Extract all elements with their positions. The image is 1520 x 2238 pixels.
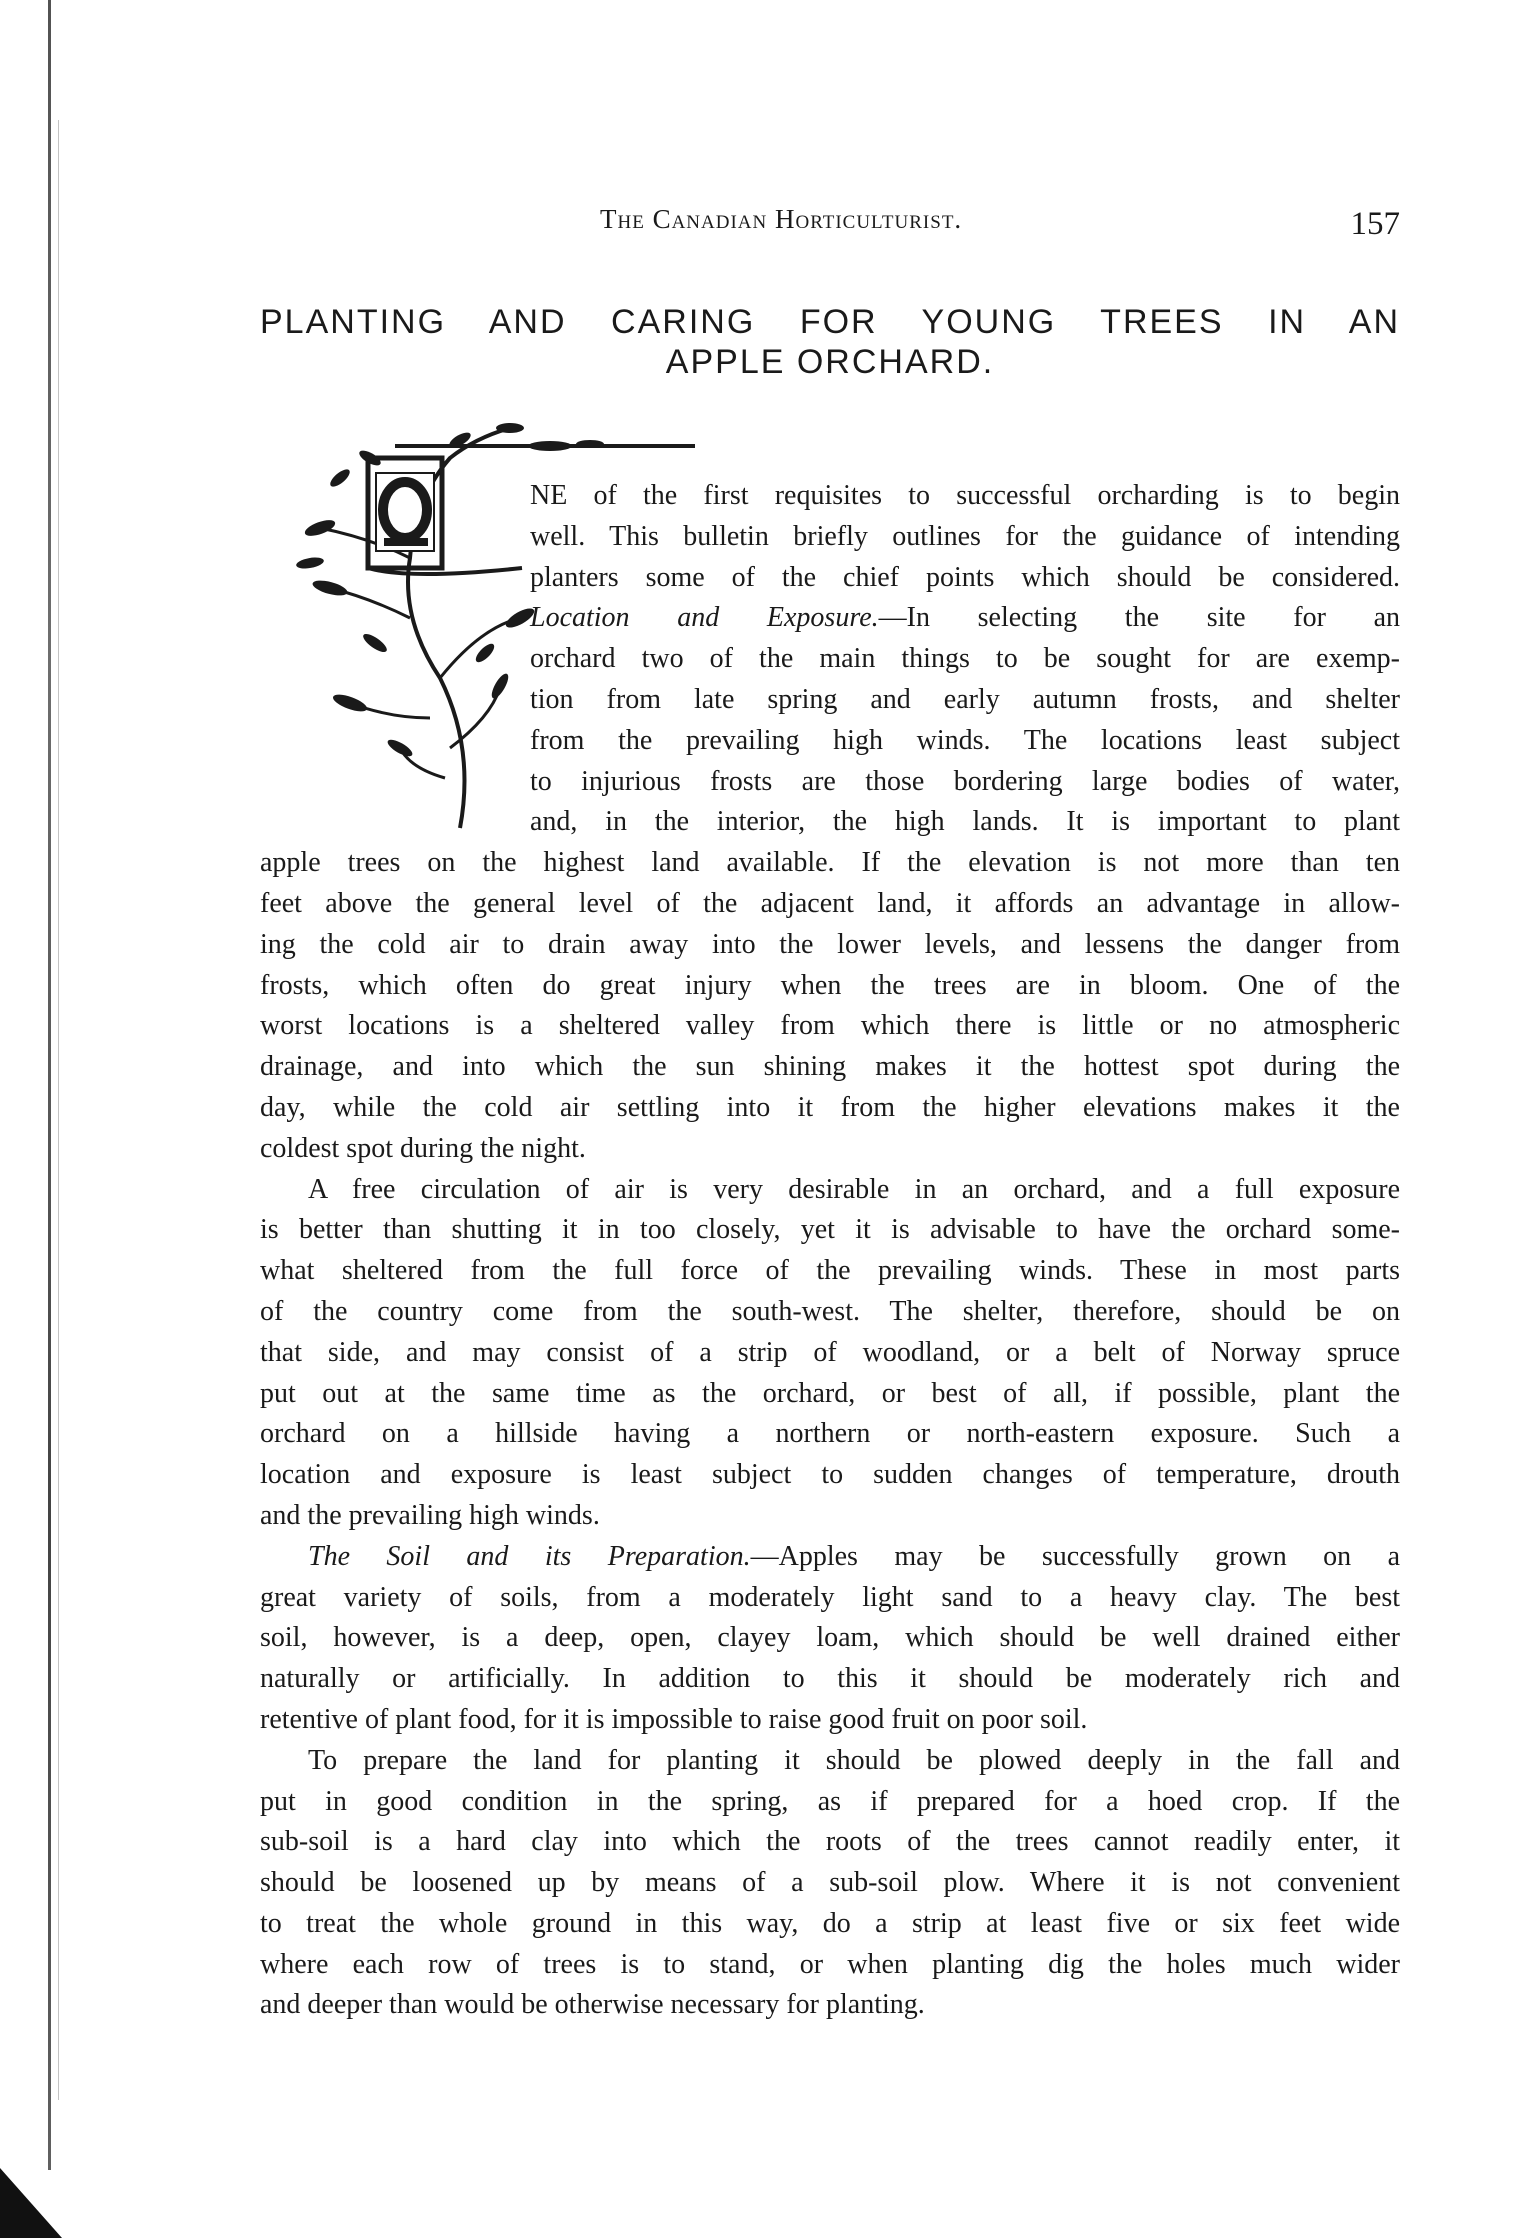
paragraph-3: [260, 1170, 1400, 1537]
body-line: ing the cold air to drain away into the lower levels, and lessens the danger from: [260, 928, 1400, 960]
body-line: [260, 1537, 1400, 1578]
paragraph-4: [260, 1537, 1400, 1741]
body-line: to injurious frosts are those bordering large bodies of water,: [530, 765, 1400, 797]
body-line: retentive of plant food, for it is impossible to raise good fruit on poor soil.: [260, 1703, 1088, 1735]
body-line: drainage, and into which the sun shining makes it the hottest spot during the: [260, 1051, 1400, 1083]
body-line: great variety of soils, from a moderately light sand to a heavy clay. The best: [260, 1581, 1400, 1613]
body-line: location and exposure is least subject to sudden changes of temperature, drouth: [260, 1459, 1400, 1491]
body-line: orchard two of the main things to be sought for are exemp-: [530, 643, 1400, 675]
body-line: feet above the general level of the adjacent land, it affords an advantage in allow-: [260, 887, 1400, 919]
body-line: that side, and may consist of a strip of woodland, or a belt of Norway spruce: [260, 1336, 1400, 1368]
article-title-line-2: APPLE ORCHARD.: [665, 343, 995, 381]
binding-edge-shadow: [58, 120, 59, 2100]
body-line: what sheltered from the full force of the prevailing winds. These in most parts: [260, 1255, 1400, 1287]
body-line: A free circulation of air is very desirable in an orchard, and a full exposure: [308, 1173, 1400, 1205]
body-line: of the country come from the south-west. The shelter, therefore, should be on: [260, 1295, 1400, 1327]
body-line: worst locations is a sheltered valley from which there is little or no atmospheric: [260, 1010, 1400, 1042]
body-line: and deeper than would be otherwise necessary for planting.: [260, 1989, 925, 2021]
body-line: naturally or artificially. In addition to this it should be moderately rich and: [260, 1663, 1400, 1695]
body-line: put in good condition in the spring, as if prepared for a hoed crop. If the: [260, 1785, 1400, 1817]
body-line: is better than shutting it in too closely, yet it is advisable to have the orchard some-: [260, 1214, 1400, 1246]
body-line: day, while the cold air settling into it from the higher elevations makes it the: [260, 1091, 1400, 1123]
body-line: NE of the first requisites to successful orcharding is to begin: [530, 480, 1400, 511]
body-line: orchard on a hillside having a northern or north-eastern exposure. Such a: [260, 1418, 1400, 1450]
body-line: soil, however, is a deep, open, clayey loam, which should be well drained either: [260, 1622, 1400, 1654]
running-head: [260, 196, 1400, 246]
body-line: apple trees on the highest land available. If the elevation is not more than ten: [260, 847, 1400, 879]
body-line: sub-soil is a hard clay into which the roots of the trees cannot readily enter, it: [260, 1826, 1400, 1858]
page-number: 157: [1350, 206, 1400, 242]
body-line-text: —In selecting the site for an: [878, 602, 1400, 634]
article-body: [260, 476, 1400, 2026]
binding-edge: [48, 0, 51, 2170]
article-title-line-1: PLANTING AND CARING FOR YOUNG TREES IN AN: [260, 303, 1400, 341]
body-line: To prepare the land for planting it should be plowed deeply in the fall and: [308, 1744, 1400, 1776]
section-heading-soil: The Soil and its Preparation.: [308, 1540, 751, 1572]
body-line: frosts, which often do great injury when the trees are in bloom. One of the: [260, 969, 1400, 1001]
page-corner-shadow: [0, 2168, 62, 2238]
body-line: coldest spot during the night.: [260, 1132, 586, 1164]
body-line: from the prevailing high winds. The locations least subject: [530, 724, 1400, 756]
body-line-text: —Apples may be successfully grown on a: [750, 1540, 1401, 1572]
body-line: put out at the same time as the orchard, or best of all, if possible, plant the: [260, 1377, 1400, 1409]
body-line: tion from late spring and early autumn frosts, and shelter: [530, 683, 1400, 715]
body-line: and, in the interior, the high lands. It is important to plant: [530, 806, 1400, 838]
body-line: to treat the whole ground in this way, do a strip at least five or six feet wide: [260, 1907, 1400, 1939]
body-line: planters some of the chief points which should be considered.: [530, 561, 1400, 593]
body-line: well. This bulletin briefly outlines for the guidance of intending: [530, 520, 1400, 552]
running-title: The Canadian Horticulturist.: [600, 204, 963, 234]
section-heading-location: Location and Exposure.: [530, 602, 879, 634]
article-title: [260, 302, 1400, 382]
body-line: should be loosened up by means of a sub-soil plow. Where it is not convenient: [260, 1867, 1400, 1899]
body-line: and the prevailing high winds.: [260, 1499, 600, 1531]
body-line: where each row of trees is to stand, or when planting dig the holes much wider: [260, 1948, 1400, 1980]
paragraph-5: [260, 1741, 1400, 2027]
ornament-spacer: [260, 470, 530, 840]
